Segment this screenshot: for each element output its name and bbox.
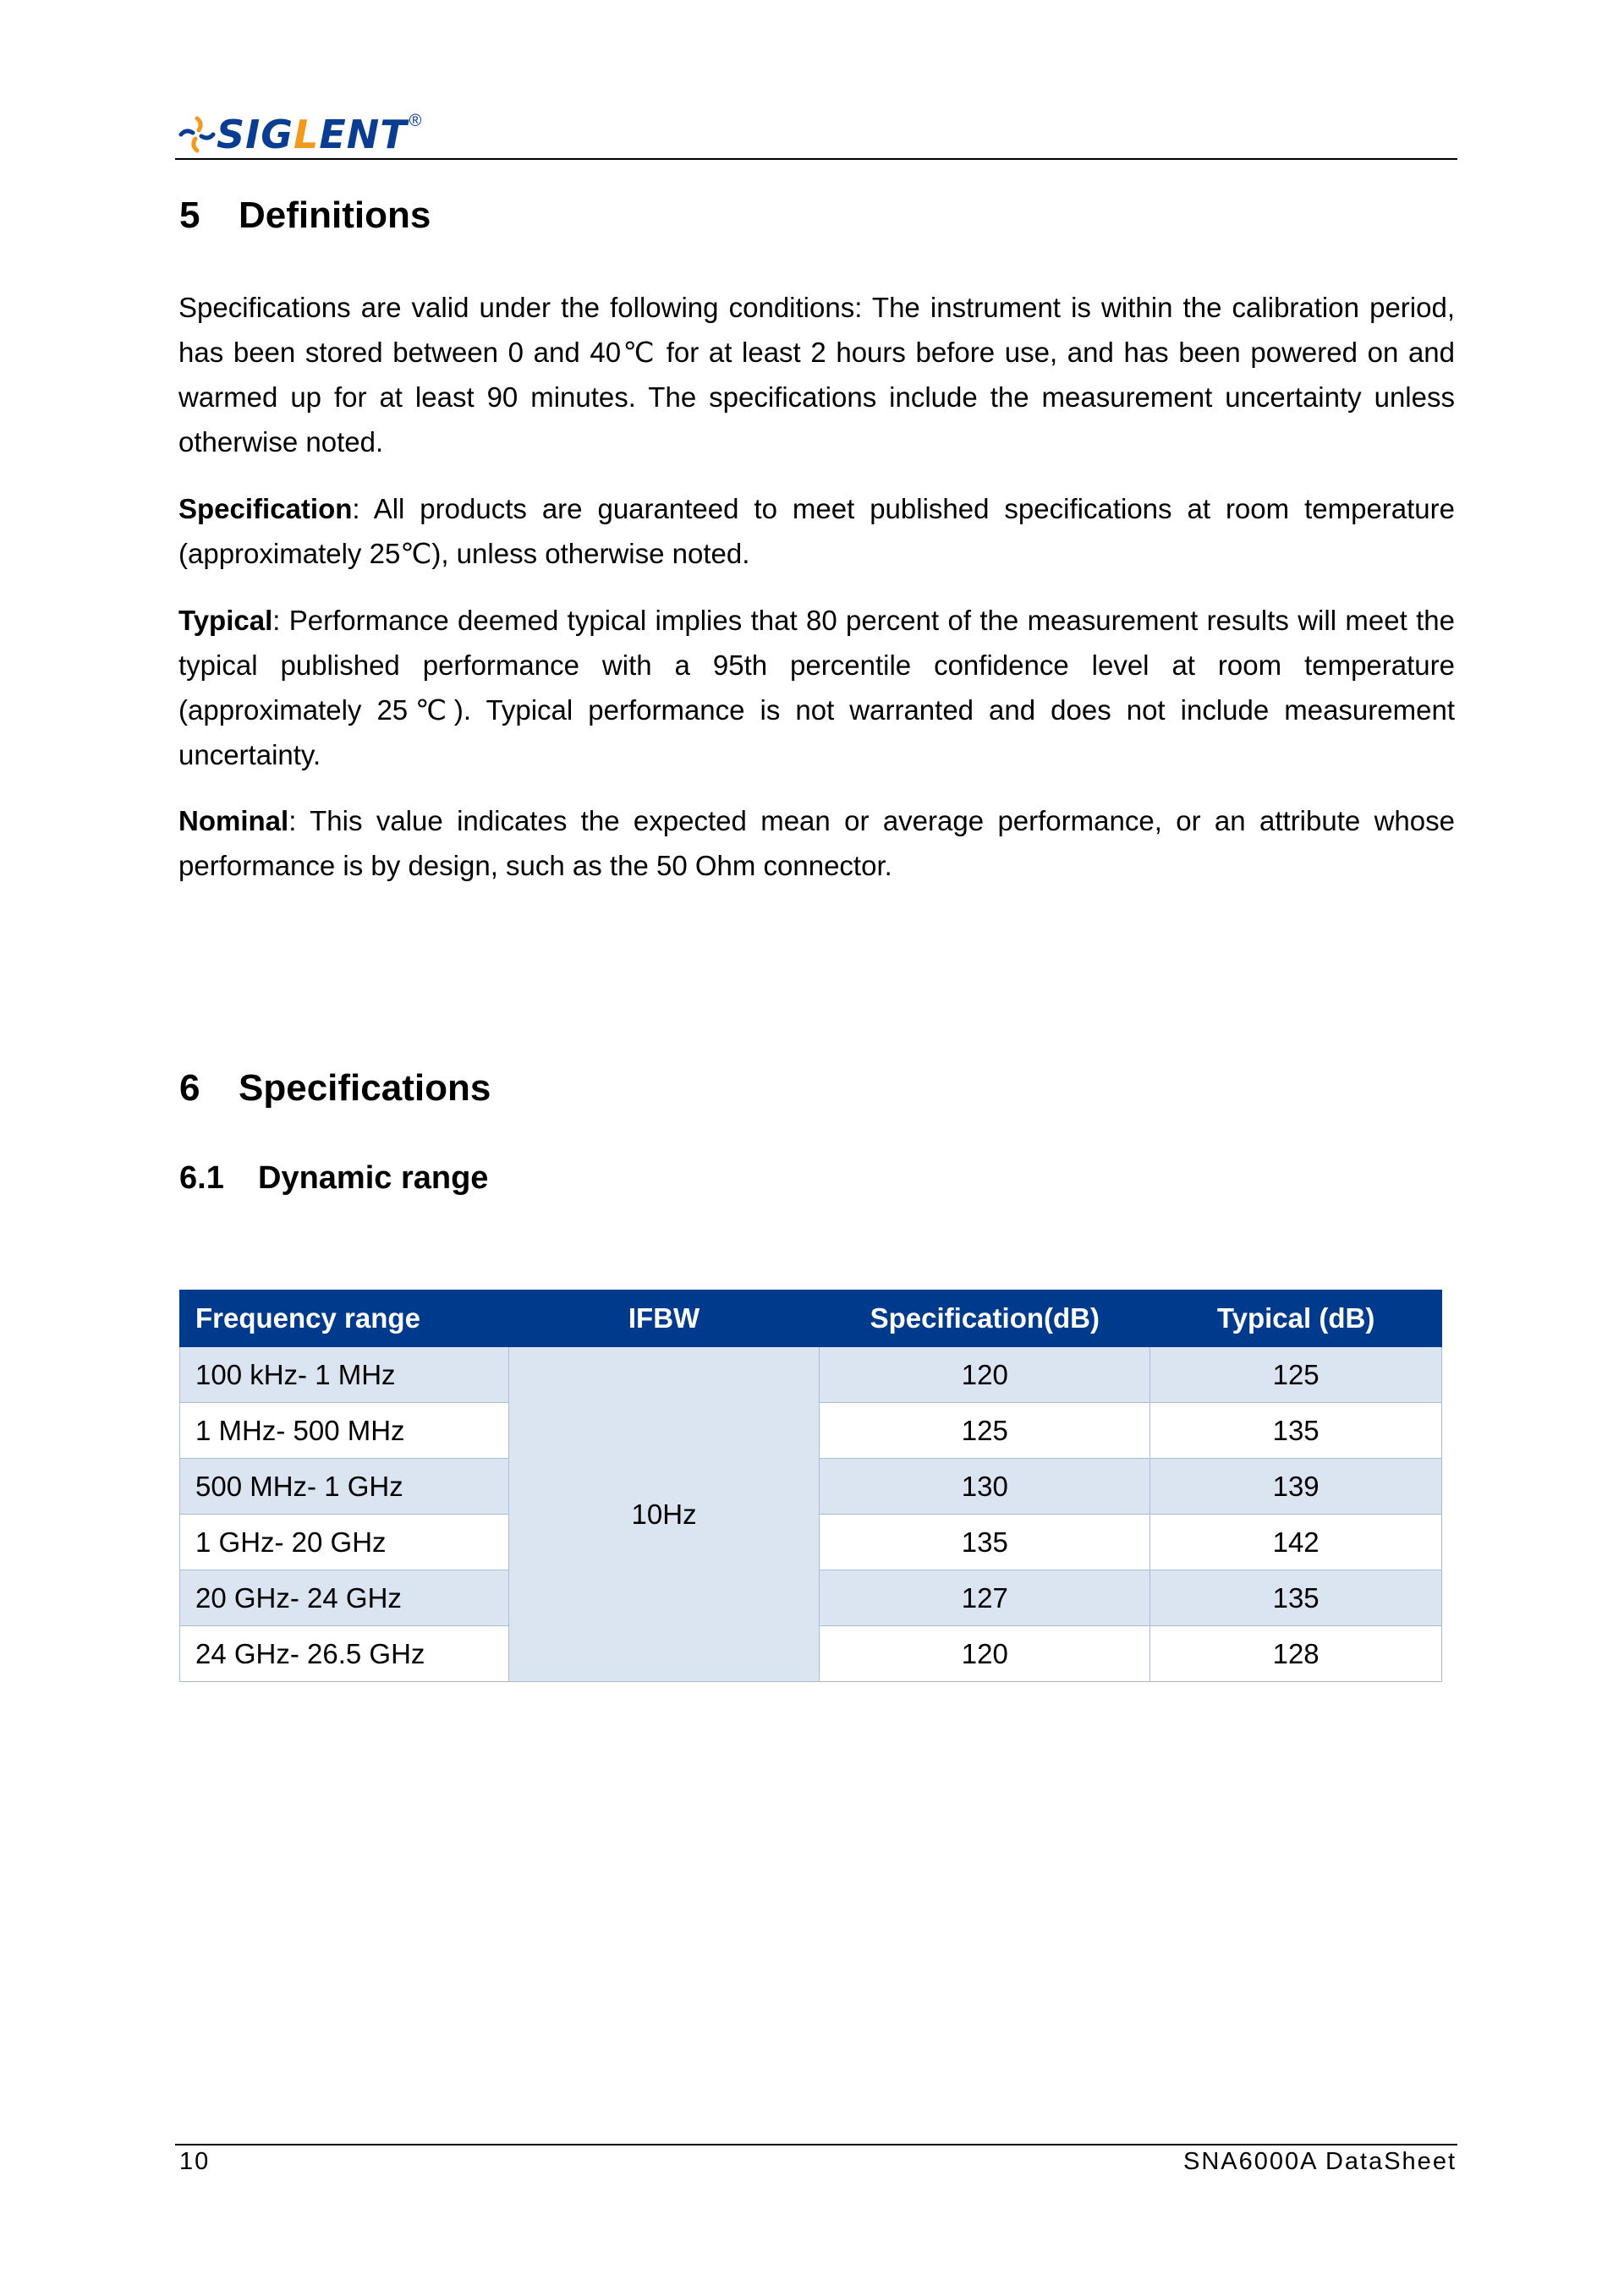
- logo-wordmark: SIGLENT: [217, 112, 408, 157]
- frequency-cell: 1 GHz- 20 GHz: [180, 1515, 509, 1570]
- definition-text: : Performance deemed typical implies that 80 percent of the measurement results will meet the typical published performance with a 95th percentile confidence level at room temperature (approximately 25℃). Typical performance is not warranted and does not include measurement uncertainty.: [178, 605, 1455, 770]
- section-5-heading: [179, 195, 431, 237]
- siglent-swirl-icon: [178, 115, 217, 154]
- header-specification: Specification(dB): [820, 1290, 1150, 1347]
- frequency-cell: 20 GHz- 24 GHz: [180, 1570, 509, 1626]
- subsection-6-1-heading: [179, 1160, 488, 1197]
- definition-specification: [178, 486, 1455, 576]
- spec-cell: 125: [820, 1403, 1150, 1459]
- spec-cell: 120: [820, 1347, 1150, 1403]
- section-number: 5: [179, 195, 200, 236]
- definition-term: Typical: [178, 605, 273, 636]
- typical-cell: 128: [1150, 1626, 1442, 1682]
- definition-typical: [178, 598, 1455, 777]
- dynamic-range-table: [179, 1290, 1442, 1682]
- header-frequency-range: Frequency range: [180, 1290, 509, 1347]
- subsection-number: 6.1: [179, 1160, 224, 1196]
- spec-cell: 135: [820, 1515, 1150, 1570]
- frequency-cell: 24 GHz- 26.5 GHz: [180, 1626, 509, 1682]
- typical-cell: 135: [1150, 1403, 1442, 1459]
- section-6-heading: [179, 1067, 491, 1110]
- section-number: 6: [179, 1067, 200, 1109]
- definition-text: : All products are guaranteed to meet published specifications at room temperature (approximately 25℃), unless otherwise noted.: [178, 493, 1455, 569]
- section-title: Specifications: [239, 1067, 491, 1109]
- page-number: 10: [179, 2148, 211, 2175]
- section-title: Definitions: [239, 195, 431, 236]
- spec-cell: 127: [820, 1570, 1150, 1626]
- registered-mark: ®: [409, 111, 422, 130]
- subsection-title: Dynamic range: [258, 1160, 489, 1196]
- frequency-cell: 100 kHz- 1 MHz: [180, 1347, 509, 1403]
- header-ifbw: IFBW: [508, 1290, 820, 1347]
- definition-term: Nominal: [178, 805, 289, 836]
- header-typical: Typical (dB): [1150, 1290, 1442, 1347]
- definition-term: Specification: [178, 493, 353, 524]
- spec-cell: 130: [820, 1459, 1150, 1515]
- typical-cell: 135: [1150, 1570, 1442, 1626]
- ifbw-cell: 10Hz: [508, 1347, 820, 1682]
- frequency-cell: 1 MHz- 500 MHz: [180, 1403, 509, 1459]
- document-title: SNA6000A DataSheet: [1183, 2148, 1457, 2175]
- header-rule: [175, 158, 1457, 160]
- spec-cell: 120: [820, 1626, 1150, 1682]
- typical-cell: 139: [1150, 1459, 1442, 1515]
- typical-cell: 125: [1150, 1347, 1442, 1403]
- definition-nominal: [178, 798, 1455, 888]
- intro-paragraph: Specifications are valid under the following conditions: The instrument is within the calibration period, has been stored between 0 and 40℃ for at least 2 hours before use, and has been powered on and warmed up for at least 90 minutes. The specifications include the measurement uncertainty unless otherwise noted.: [178, 292, 1455, 458]
- footer-rule: [175, 2144, 1457, 2145]
- typical-cell: 142: [1150, 1515, 1442, 1570]
- siglent-logo: [178, 113, 421, 156]
- table-header-row: [180, 1290, 1442, 1347]
- definition-text: : This value indicates the expected mean or average performance, or an attribute whose performance is by design, such as the 50 Ohm connector.: [178, 805, 1455, 881]
- table-row: [180, 1347, 1442, 1403]
- frequency-cell: 500 MHz- 1 GHz: [180, 1459, 509, 1515]
